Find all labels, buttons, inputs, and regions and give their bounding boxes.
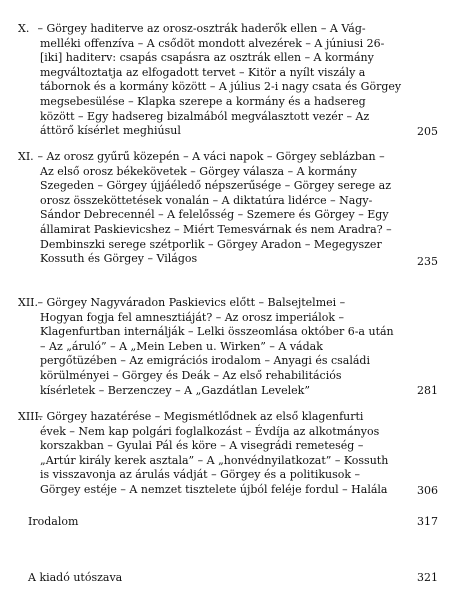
chapter-number: XII. [18, 296, 39, 309]
toc-entry-xii [18, 296, 444, 398]
toc-line: megváltoztatja az elfogadott tervet – Kitör a nyílt viszály a [40, 65, 366, 79]
page-number: 281 [417, 384, 438, 397]
toc-line: is visszavonja az árulás vádját – Görgey és a politikusok – [40, 468, 361, 482]
toc-entry-text [18, 410, 444, 498]
toc-entry-x [18, 22, 444, 139]
toc-line: – Görgey haditerve az orosz-osztrák haderők ellen – A Vág- [37, 22, 366, 35]
toc-line: államirat Paskievicshez – Miért Temesvárnak és nem Aradra? – [40, 222, 392, 236]
toc-entry-utoszo: A kiadó utószava [28, 571, 123, 584]
toc-entry-xi [18, 150, 444, 267]
toc-line: orosz összeköttetések vonalán – A diktatúra lidérce – Nagy- [40, 193, 373, 207]
toc-line: Sándor Debrecennél – A felelősség – Szemere és Görgey – Egy [40, 208, 389, 222]
toc-line: – Az „áruló” – A „Mein Leben u. Wirken” – A vádak [40, 339, 323, 353]
toc-line: Klagenfurtban internálják – Lelki összeomlása október 6-a után [40, 325, 394, 339]
toc-line: – Görgey hazatérése – Megismétlődnek az első klagenfurti [37, 410, 364, 423]
chapter-number: X. [18, 22, 30, 35]
toc-line: korszakban – Gyulai Pál és köre – A visegrádi remeteség – [40, 439, 364, 453]
toc-line: Kossuth és Görgey – Világos [40, 252, 198, 266]
page-number: 317 [417, 515, 438, 528]
toc-line: Az első orosz békekövetek – Görgey válasza – A kormány [40, 164, 357, 178]
chapter-number: XIII. [18, 410, 43, 423]
toc-entry-text [18, 22, 444, 139]
toc-line: körülményei – Görgey és Deák – Az első rehabilitációs [40, 368, 342, 382]
toc-line: megsebesülése – Klapka szerepe a kormány és a hadsereg [40, 94, 366, 108]
toc-line: évek – Nem kap polgári foglalkozást – Évdíja az alkotmányos [40, 424, 380, 438]
toc-line: pergőtüzében – Az emigrációs irodalom – Anyagi és családi [40, 354, 370, 368]
toc-line: Görgey estéje – A nemzet tisztelete újból feléje fordul – Halála [40, 482, 388, 496]
toc-entry-text [18, 150, 444, 267]
toc-line: – Görgey Nagyváradon Paskievics előtt – Balsejtelmei – [37, 296, 346, 309]
page-number: 205 [417, 125, 438, 138]
page-number: 235 [417, 255, 438, 268]
toc-line: tábornok és a kormány között – A július 2-i nagy csata és Görgey [40, 80, 402, 94]
toc-line: Dembinszki serege szétporlik – Görgey Aradon – Megegyszer [40, 237, 382, 251]
toc-line: [iki] haditerv: csapás csapásra az osztrák ellen – A kormány [40, 51, 374, 65]
toc-line: között – Egy hadsereg bizalmából megválasztott vezér – Az [40, 109, 370, 123]
page-number: 321 [417, 571, 438, 584]
toc-entry-irodalom: Irodalom [28, 515, 79, 528]
toc-line: Hogyan fogja fel amnesztiáját? – Az orosz imperiálok – [40, 310, 345, 324]
toc-line: kísérletek – Berzenczey – A „Gazdátlan Levelek” [40, 383, 310, 397]
toc-line: – Az orosz gyűrű közepén – A váci napok – Görgey seblázban – [37, 150, 385, 163]
chapter-number: XI. [18, 150, 34, 163]
toc-line: melléki offenzíva – A csődöt mondott alvezérek – A júniusi 26- [40, 36, 385, 50]
toc-line: áttörő kísérlet meghiúsul [40, 124, 181, 138]
toc-line: „Artúr király kerek asztala” – A „honvédnyilatkozat” – Kossuth [40, 453, 389, 467]
toc-entry-xiii [18, 410, 444, 498]
toc-line: Szegeden – Görgey újjáéledő népszerűsége – Görgey serege az [40, 179, 391, 193]
page-number: 306 [417, 484, 438, 497]
toc-entry-text [18, 296, 444, 398]
